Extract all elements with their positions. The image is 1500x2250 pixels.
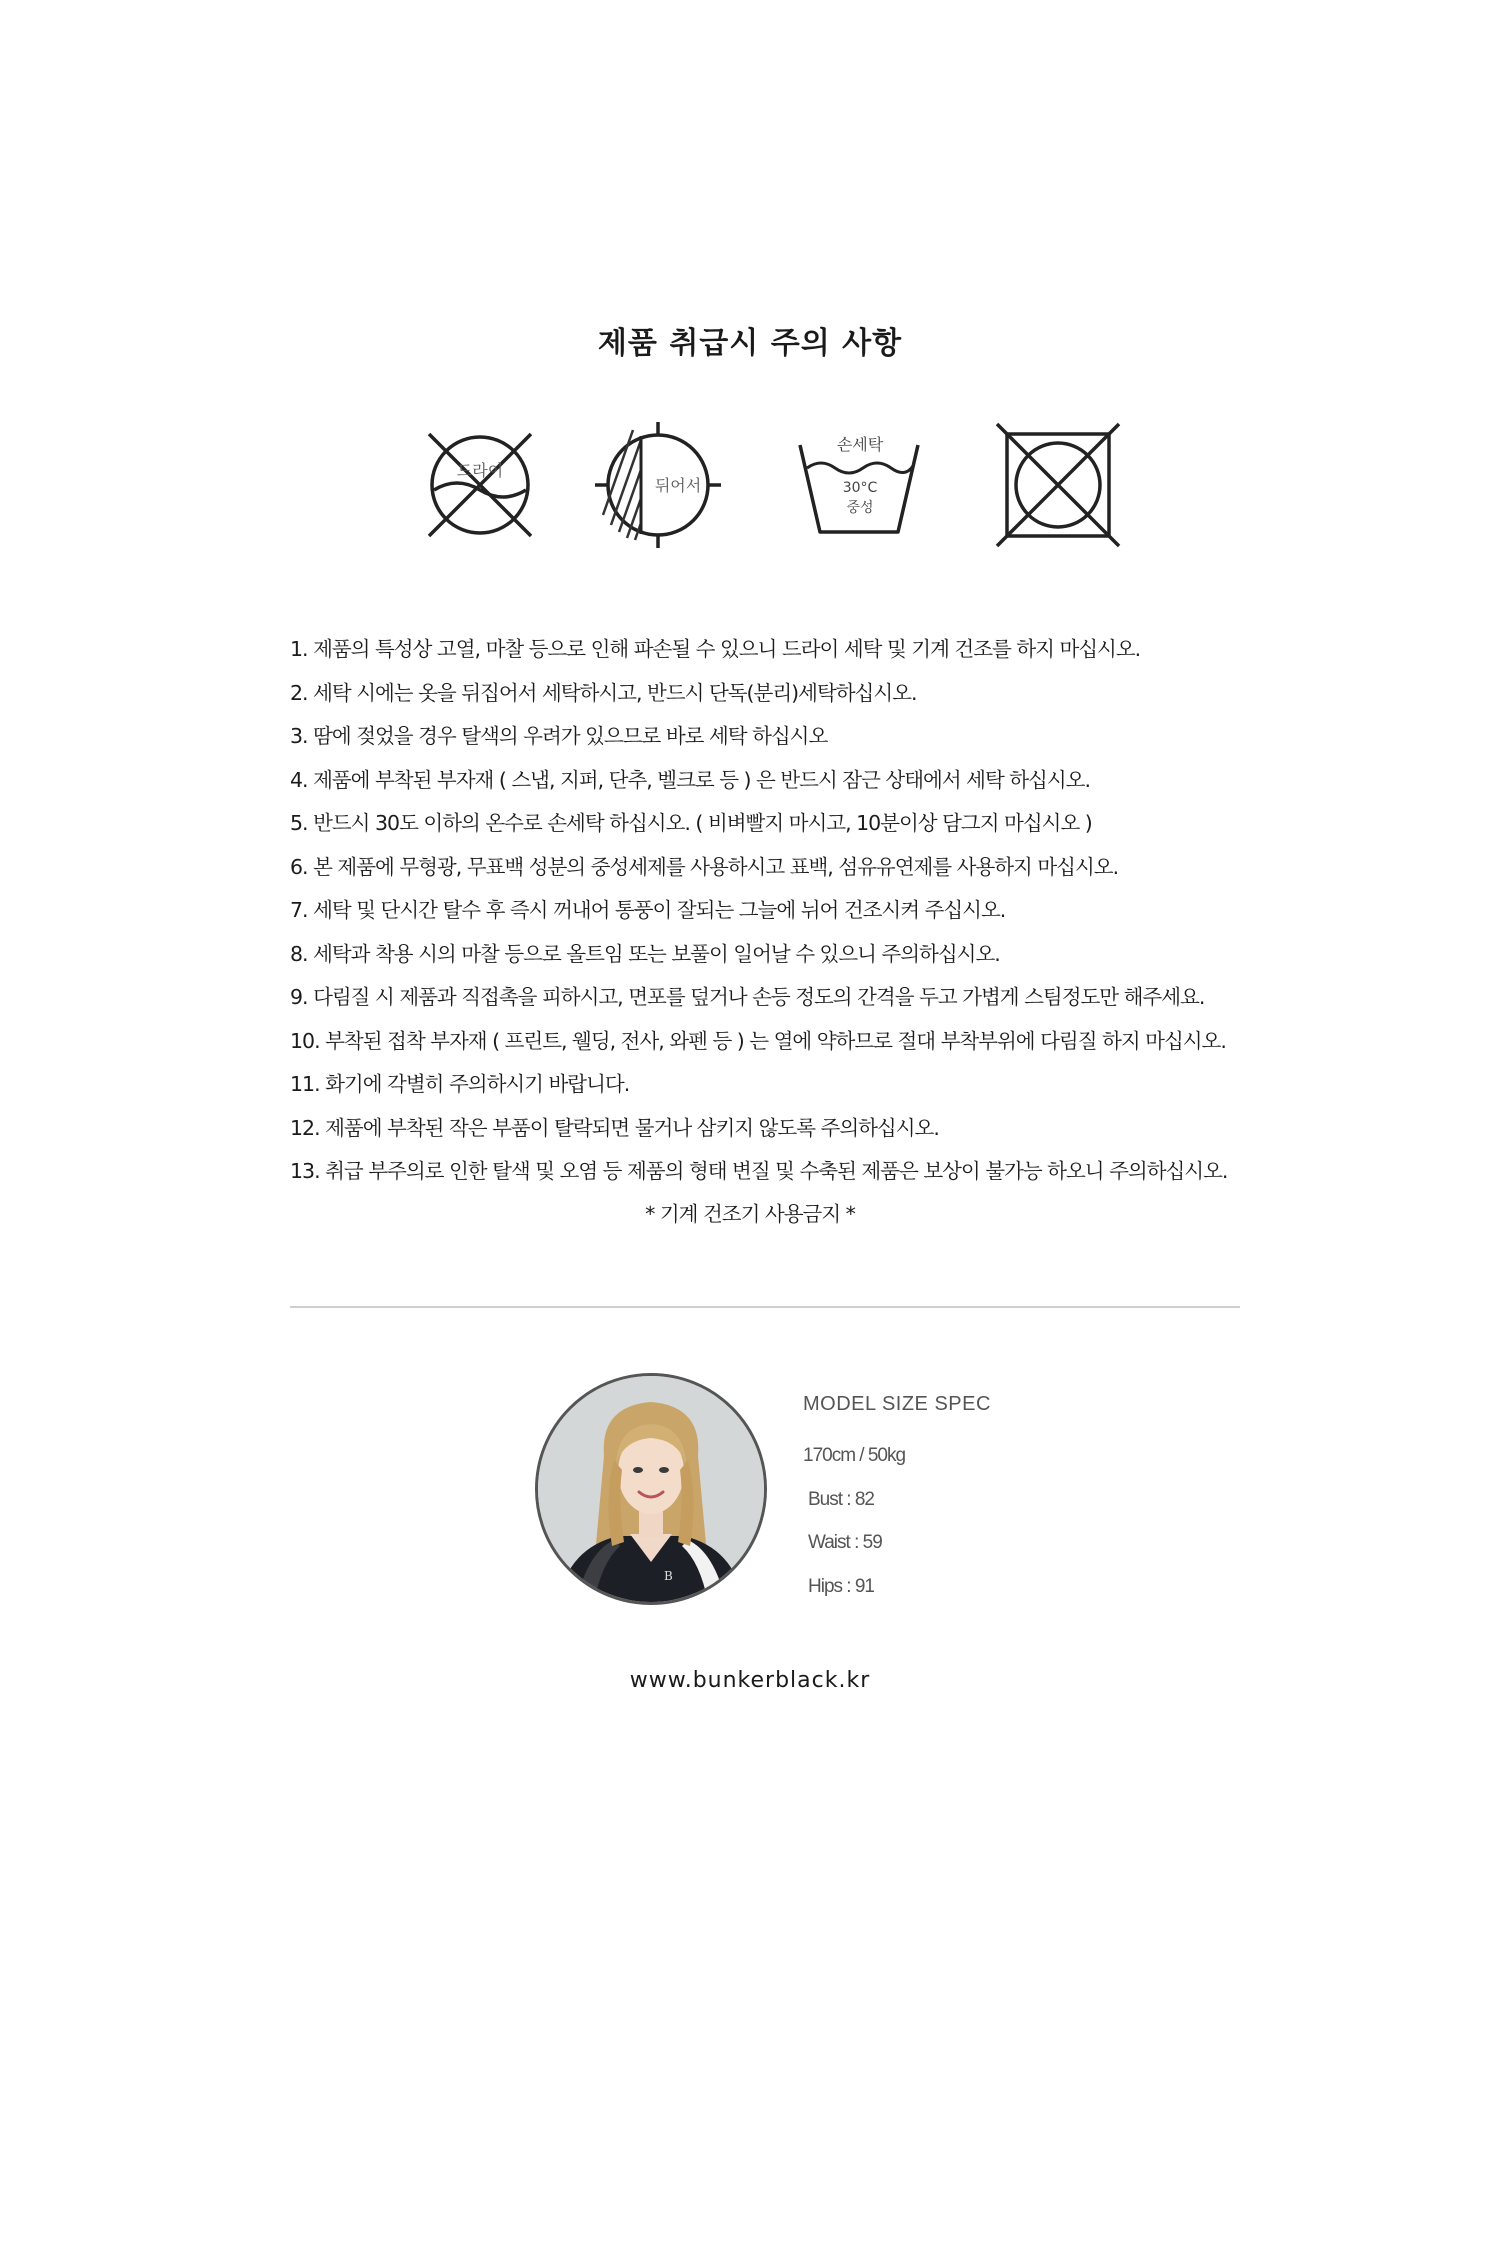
instruction-item: 2. 세탁 시에는 옷을 뒤집어서 세탁하시고, 반드시 단독(분리)세탁하십시오. [290,680,917,705]
spec-bust: Bust : 82 [808,1488,874,1510]
instruction-item: 8. 세탁과 착용 시의 마찰 등으로 올트임 또는 보풀이 일어날 수 있으니 주의하십시오. [290,941,1000,966]
care-instructions-list [290,628,1270,1194]
svg-text:중성: 중성 [846,500,874,516]
instruction-item: 7. 세탁 및 단시간 탈수 후 즉시 꺼내어 통풍이 잘되는 그늘에 뉘어 건조시켜 주십시오. [290,898,1006,922]
instruction-item: 11. 화기에 각별히 주의하시기 바랍니다. [290,1072,630,1096]
instruction-item: 5. 반드시 30도 이하의 온수로 손세탁 하십시오. ( 비벼빨지 마시고, 10분이상 담그지 마십시오 ) [290,811,1092,835]
svg-text:드라이: 드라이 [456,461,504,480]
instruction-item: 6. 본 제품에 무형광, 무표백 성분의 중성세제를 사용하시고 표백, 섬유유연제를 사용하지 마십시오. [290,854,1119,879]
care-icons-row [0,420,1500,550]
instruction-item: 1. 제품의 특성상 고열, 마찰 등으로 인해 파손될 수 있으니 드라이 세탁 및 기계 건조를 하지 마십시오. [290,637,1141,661]
svg-text:손세탁: 손세탁 [836,435,884,454]
svg-text:B: B [664,1569,673,1583]
no-tumble-dry-icon [993,420,1123,550]
instruction-item: 10. 부착된 접착 부자재 ( 프린트, 웰딩, 전사, 와펜 등 ) 는 열에 약하므로 절대 부착부위에 다림질 하지 마십시오. [290,1028,1226,1053]
website-url: www.bunkerblack.kr [629,1668,871,1693]
spec-height-weight: 170cm / 50kg [803,1445,906,1466]
svg-text:뒤어서: 뒤어서 [654,476,702,495]
no-dry-clean-icon [415,420,545,550]
dryer-warning: * 기계 건조기 사용금지 * [645,1202,855,1226]
instruction-item: 12. 제품에 부착된 작은 부품이 탈락되면 물거나 삼키지 않도록 주의하십시오. [290,1115,939,1140]
svg-text:30°C: 30°C [842,480,878,496]
spec-waist: Waist : 59 [808,1532,882,1553]
model-size-spec [803,1390,991,1608]
spec-title: MODEL SIZE SPEC [803,1393,991,1415]
iron-inside-out-icon [593,420,723,550]
section-divider [290,1306,1240,1308]
instruction-item: 4. 제품에 부착된 부자재 ( 스냅, 지퍼, 단추, 벨크로 등 ) 은 반드시 잠근 상태에서 세탁 하십시오. [290,767,1090,792]
instruction-item: 13. 취급 부주의로 인한 탈색 및 오염 등 제품의 형태 변질 및 수축된 제품은 보상이 불가능 하오니 주의하십시오. [290,1159,1228,1183]
instruction-item: 3. 땀에 젖었을 경우 탈색의 우려가 있으므로 바로 세탁 하십시오 [290,724,828,748]
page-title: 제품 취급시 주의 사항 [597,326,903,361]
model-photo [535,1373,767,1605]
instruction-item: 9. 다림질 시 제품과 직접촉을 피하시고, 면포를 덮거나 손등 정도의 간격을 두고 가볍게 스팀정도만 해주세요. [290,985,1205,1009]
spec-hips: Hips : 91 [808,1575,874,1597]
hand-wash-icon [795,420,925,550]
